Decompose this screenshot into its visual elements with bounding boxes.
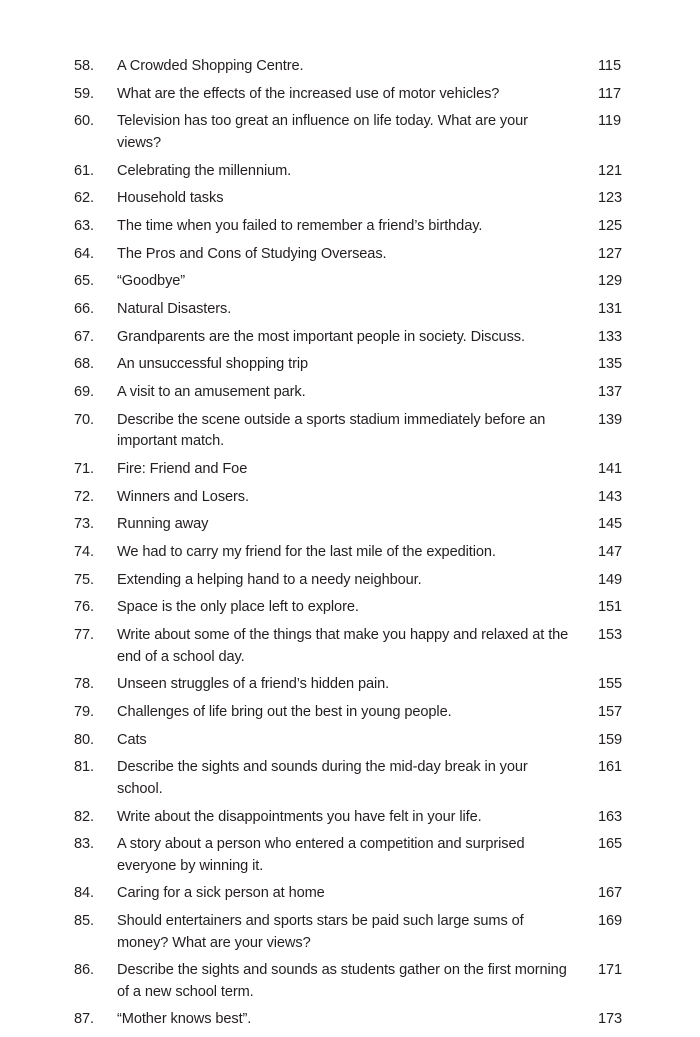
toc-entry-title[interactable]: An unsuccessful shopping trip: [117, 356, 308, 373]
toc-entry[interactable]: [0, 271, 700, 293]
toc-entry-page-number[interactable]: 117: [598, 85, 621, 102]
toc-entry-number: 84.: [74, 885, 94, 902]
toc-entry[interactable]: [0, 834, 700, 877]
toc-entry[interactable]: [0, 56, 700, 78]
toc-entry-title[interactable]: Write about some of the things that make you happy and relaxed at the end of a school day.: [117, 627, 569, 665]
toc-entry-number: 69.: [74, 384, 94, 401]
toc-entry-number: 77.: [74, 627, 94, 644]
toc-entry-number: 76.: [74, 599, 94, 616]
toc-entry-number: 79.: [74, 703, 94, 720]
toc-entry-number: 86.: [74, 962, 94, 979]
toc-entry-title[interactable]: Winners and Losers.: [117, 488, 249, 505]
toc-entry-number: 70.: [74, 411, 94, 428]
toc-entry[interactable]: [0, 244, 700, 266]
toc-entry-page-number[interactable]: 145: [598, 516, 623, 533]
toc-entry[interactable]: [0, 382, 700, 404]
toc-entry-title[interactable]: Describe the scene outside a sports stadium immediately before an important match.: [117, 411, 546, 450]
toc-entry-page-number[interactable]: 135: [598, 356, 623, 373]
toc-entry[interactable]: [0, 514, 700, 536]
toc-entry[interactable]: [0, 487, 700, 509]
toc-entry-page-number[interactable]: 161: [598, 759, 623, 776]
toc-entry-title[interactable]: “Mother knows best”.: [117, 1011, 252, 1028]
toc-entry-number: 68.: [74, 356, 94, 373]
toc-list: [0, 56, 700, 1037]
toc-entry-number: 64.: [74, 245, 94, 262]
toc-entry-page-number[interactable]: 133: [598, 328, 623, 345]
toc-entry-page-number[interactable]: 139: [598, 411, 623, 428]
toc-entry-title[interactable]: Caring for a sick person at home: [117, 885, 325, 902]
toc-entry-page-number[interactable]: 123: [598, 190, 623, 207]
toc-entry-title[interactable]: Household tasks: [117, 190, 224, 207]
toc-entry-number: 71.: [74, 460, 94, 477]
toc-entry[interactable]: [0, 161, 700, 183]
toc-entry[interactable]: [0, 188, 700, 210]
toc-entry-number: 72.: [74, 488, 94, 505]
toc-entry-title[interactable]: Fire: Friend and Foe: [117, 460, 248, 477]
toc-entry-number: 83.: [74, 836, 94, 853]
toc-entry[interactable]: [0, 597, 700, 619]
toc-entry-number: 75.: [74, 571, 94, 588]
toc-entry-number: 63.: [74, 217, 94, 234]
toc-entry[interactable]: [0, 730, 700, 752]
toc-entry-number: 82.: [74, 808, 94, 825]
toc-entry[interactable]: [0, 1009, 700, 1031]
toc-entry-title[interactable]: Extending a helping hand to a needy neighbour.: [117, 571, 422, 588]
toc-entry[interactable]: [0, 960, 700, 1003]
toc-entry[interactable]: [0, 354, 700, 376]
toc-entry-title[interactable]: Space is the only place left to explore.: [117, 599, 359, 616]
toc-entry-number: 67.: [74, 328, 94, 345]
toc-entry[interactable]: [0, 111, 700, 154]
toc-entry-page-number[interactable]: 141: [598, 460, 623, 477]
toc-entry-page-number[interactable]: 167: [598, 885, 623, 902]
toc-entry-number: 66.: [74, 301, 94, 317]
toc-entry-title[interactable]: Celebrating the millennium.: [117, 162, 292, 179]
toc-entry[interactable]: [0, 807, 700, 829]
toc-entry[interactable]: [0, 757, 700, 800]
toc-entry-page-number[interactable]: 151: [598, 599, 623, 616]
toc-entry[interactable]: [0, 410, 700, 453]
toc-entry-page-number[interactable]: 115: [598, 58, 621, 74]
toc-entry-number: 62.: [74, 190, 94, 207]
toc-entry-title[interactable]: A Crowded Shopping Centre.: [117, 58, 304, 74]
toc-entry[interactable]: [0, 911, 700, 954]
toc-entry-page-number[interactable]: 137: [598, 384, 623, 401]
toc-entry[interactable]: [0, 216, 700, 238]
toc-entry-number: 87.: [74, 1011, 94, 1028]
toc-entry[interactable]: [0, 459, 700, 481]
toc-entry-number: 61.: [74, 162, 94, 179]
toc-entry-page-number[interactable]: 131: [598, 301, 623, 317]
toc-entry-number: 74.: [74, 544, 94, 560]
toc-entry-page-number[interactable]: 119: [598, 113, 621, 130]
toc-entry-title[interactable]: “Goodbye”: [117, 273, 186, 290]
toc-entry-page-number[interactable]: 129: [598, 273, 623, 290]
toc-entry-title[interactable]: Running away: [117, 516, 209, 533]
toc-entry-page-number[interactable]: 173: [598, 1011, 623, 1028]
toc-entry[interactable]: [0, 542, 700, 564]
toc-entry[interactable]: [0, 674, 700, 696]
toc-entry-page-number[interactable]: 171: [598, 962, 623, 979]
toc-entry[interactable]: [0, 570, 700, 592]
toc-entry-page-number[interactable]: 165: [598, 836, 623, 853]
toc-entry[interactable]: [0, 625, 700, 668]
toc-entry-number: 59.: [74, 85, 94, 102]
toc-entry-title[interactable]: Unseen struggles of a friend’s hidden pain.: [117, 676, 390, 693]
toc-entry-number: 85.: [74, 913, 94, 930]
toc-entry-page-number[interactable]: 153: [598, 627, 623, 644]
toc-entry-title[interactable]: What are the effects of the increased use of motor vehicles?: [117, 85, 500, 102]
toc-entry-title[interactable]: Should entertainers and sports stars be paid such large sums of money? What are your views?: [117, 913, 524, 951]
toc-entry[interactable]: [0, 327, 700, 349]
toc-entry-page-number[interactable]: 155: [598, 676, 623, 693]
toc-entry-number: 65.: [74, 273, 94, 290]
toc-entry-title[interactable]: A visit to an amusement park.: [117, 384, 306, 401]
toc-entry-title[interactable]: A story about a person who entered a competition and surprised everyone by winning it.: [117, 836, 525, 874]
toc-entry-title[interactable]: Television has too great an influence on life today. What are your views?: [117, 113, 528, 151]
toc-entry-page-number[interactable]: 163: [598, 808, 623, 825]
toc-entry-title[interactable]: Natural Disasters.: [117, 301, 232, 317]
toc-entry-page-number[interactable]: 143: [598, 488, 623, 505]
toc-entry-page-number[interactable]: 157: [598, 703, 623, 720]
toc-entry-page-number[interactable]: 127: [598, 245, 623, 262]
toc-entry-page-number[interactable]: 149: [598, 571, 623, 588]
toc-entry-title[interactable]: The time when you failed to remember a friend’s birthday.: [117, 217, 483, 234]
toc-entry-page-number[interactable]: 121: [598, 162, 623, 179]
toc-entry-page-number[interactable]: 169: [598, 913, 623, 930]
toc-entry-title[interactable]: Write about the disappointments you have felt in your life.: [117, 808, 482, 825]
toc-entry-page-number[interactable]: 147: [598, 544, 623, 560]
toc-entry[interactable]: [0, 702, 700, 724]
toc-entry-title[interactable]: Cats: [117, 731, 147, 748]
toc-entry[interactable]: [0, 299, 700, 321]
toc-entry-title[interactable]: Describe the sights and sounds as students gather on the first morning of a new school term.: [117, 962, 567, 1000]
toc-entry-title[interactable]: Describe the sights and sounds during the mid-day break in your school.: [117, 759, 528, 797]
toc-entry[interactable]: [0, 84, 700, 106]
toc-entry-number: 80.: [74, 731, 94, 748]
toc-entry-number: 58.: [74, 58, 94, 74]
toc-entry-number: 81.: [74, 759, 94, 776]
toc-entry-title[interactable]: Challenges of life bring out the best in young people.: [117, 703, 452, 720]
toc-entry-page-number[interactable]: 125: [598, 217, 623, 234]
toc-entry-page-number[interactable]: 159: [598, 731, 623, 748]
toc-entry-title[interactable]: The Pros and Cons of Studying Overseas.: [117, 245, 387, 262]
toc-entry-title[interactable]: We had to carry my friend for the last mile of the expedition.: [117, 544, 496, 560]
toc-entry-number: 73.: [74, 516, 94, 533]
toc-entry-number: 60.: [74, 113, 94, 130]
toc-entry-number: 78.: [74, 676, 94, 693]
toc-entry-title[interactable]: Grandparents are the most important people in society. Discuss.: [117, 328, 525, 345]
toc-entry[interactable]: [0, 883, 700, 905]
